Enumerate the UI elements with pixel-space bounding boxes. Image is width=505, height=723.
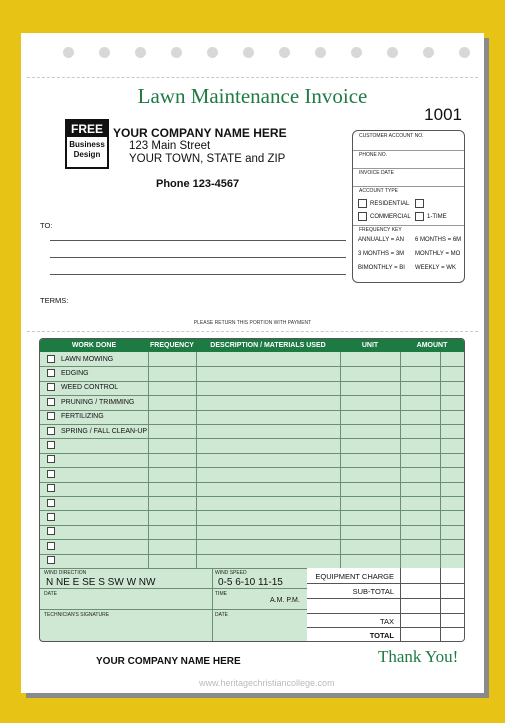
logo-bottom-text [67, 137, 107, 160]
column-divider [148, 352, 149, 568]
table-row[interactable] [47, 355, 113, 363]
punch-hole [99, 47, 110, 58]
company-city: YOUR TOWN, STATE and ZIP [129, 153, 286, 165]
customer-account-label: CUSTOMER ACCOUNT NO. [359, 133, 424, 139]
header-frequency: FREQUENCY [150, 342, 194, 349]
table-row[interactable] [47, 441, 61, 449]
thank-you-text: Thank You! [378, 647, 459, 666]
am-pm-options[interactable]: A.M. P.M. [270, 597, 300, 604]
date2-label: DATE [215, 612, 228, 618]
equipment-charge-label: EQUIPMENT CHARGE [315, 572, 394, 581]
residential-label: RESIDENTIAL [370, 201, 410, 208]
return-note: PLEASE RETURN THIS PORTION WITH PAYMENT [193, 320, 312, 326]
work-item-label: SPRING / FALL CLEAN-UP [61, 427, 148, 435]
punch-holes [21, 43, 484, 63]
work-table [39, 338, 465, 642]
column-divider [196, 352, 197, 568]
perforation-line [27, 77, 478, 78]
checkbox-icon[interactable] [415, 199, 424, 208]
punch-hole [171, 47, 182, 58]
checkbox-icon[interactable] [47, 398, 55, 406]
bottom-hline [40, 588, 307, 589]
work-item-label: FERTILIZING [61, 412, 104, 420]
account-type-section [353, 186, 464, 226]
work-item-label: PRUNING / TRIMMING [61, 398, 135, 406]
column-divider [440, 352, 441, 568]
freq-three-months: 3 MONTHS = 3M [358, 251, 405, 257]
phone-label: PHONE NO. [359, 152, 388, 158]
checkbox-icon[interactable] [47, 441, 55, 449]
sub-total-label: SUB-TOTAL [352, 587, 394, 596]
tear-line [27, 331, 478, 332]
checkbox-icon[interactable] [47, 455, 55, 463]
date-label: DATE [44, 591, 57, 597]
freq-monthly: MONTHLY = MO [415, 251, 461, 257]
table-row[interactable] [47, 542, 61, 550]
punch-hole [279, 47, 290, 58]
header-description: DESCRIPTION / MATERIALS USED [210, 342, 326, 349]
work-item-label: WEED CONTROL [61, 384, 119, 392]
header-unit: UNIT [361, 342, 379, 349]
commercial-label: COMMERCIAL [370, 214, 411, 221]
freq-six-months: 6 MONTHS = 6M [415, 237, 462, 243]
punch-hole [243, 47, 254, 58]
invoice-number: 1001 [424, 105, 462, 124]
checkbox-icon[interactable] [47, 556, 55, 564]
wind-direction-label: WIND DIRECTION [44, 570, 87, 576]
address-line[interactable] [50, 274, 346, 275]
table-row[interactable] [47, 369, 89, 377]
company-street: 123 Main Street [129, 140, 211, 152]
logo-top-text: FREE [67, 121, 107, 137]
residential-option[interactable] [358, 199, 409, 208]
summary-vline [400, 568, 401, 641]
checkbox-icon[interactable] [415, 212, 424, 221]
wind-direction-options[interactable]: N NE E SE S SW W NW [46, 577, 156, 588]
punch-hole [207, 47, 218, 58]
frequency-key-section [353, 225, 464, 282]
checkbox-icon[interactable] [47, 427, 55, 435]
header-work-done: WORK DONE [71, 342, 117, 349]
technician-signature-label: TECHNICIAN'S SIGNATURE [44, 612, 110, 618]
to-label: TO: [40, 221, 53, 230]
wind-speed-options[interactable]: 0-5 6-10 11-15 [218, 577, 283, 588]
company-name: YOUR COMPANY NAME HERE [113, 126, 287, 140]
phone-field[interactable] [353, 150, 464, 169]
punch-hole [63, 47, 74, 58]
account-type-label: ACCOUNT TYPE [359, 188, 398, 194]
freq-weekly: WEEKLY = WK [415, 265, 456, 271]
checkbox-icon[interactable] [47, 527, 55, 535]
terms-label: TERMS: [40, 296, 69, 305]
bottom-vline [212, 568, 213, 641]
tax-label: TAX [379, 617, 394, 626]
logo [65, 119, 109, 169]
checkbox-icon[interactable] [47, 542, 55, 550]
table-row[interactable] [47, 383, 118, 391]
frequency-key-label: FREQUENCY KEY [359, 227, 402, 233]
watermark: www.heritagechristiancollege.com [199, 678, 335, 688]
header-amount: AMOUNT [416, 342, 448, 349]
total-label: TOTAL [369, 631, 394, 640]
company-phone: Phone 123-4567 [156, 178, 240, 190]
customer-account-field[interactable] [353, 131, 464, 151]
punch-hole [135, 47, 146, 58]
one-time-label: 1-TIME [427, 214, 447, 221]
table-row[interactable] [47, 484, 61, 492]
invoice-date-label: INVOICE DATE [359, 170, 394, 176]
table-row[interactable] [47, 499, 61, 507]
table-header [40, 339, 464, 352]
invoice-title: Lawn Maintenance Invoice [137, 84, 368, 108]
checkbox-icon[interactable] [358, 212, 367, 221]
freq-bimonthly: BIMONTHLY = BI [358, 265, 405, 271]
extra-option[interactable] [415, 199, 427, 208]
freq-annually: ANNUALLY = AN [358, 237, 404, 243]
checkbox-icon[interactable] [47, 369, 55, 377]
checkbox-icon[interactable] [47, 412, 55, 420]
time-label: TIME [215, 591, 227, 597]
punch-hole [315, 47, 326, 58]
logo-line-1: Business [69, 140, 105, 149]
table-row[interactable] [47, 470, 61, 478]
table-row[interactable] [47, 398, 134, 406]
company-address [113, 127, 287, 166]
footer-company-name: YOUR COMPANY NAME HERE [96, 656, 241, 667]
work-item-label: LAWN MOWING [61, 355, 114, 363]
checkbox-icon[interactable] [47, 470, 55, 478]
wind-speed-label: WIND SPEED [215, 570, 247, 576]
punch-hole [351, 47, 362, 58]
address-line[interactable] [50, 240, 346, 241]
column-divider [400, 352, 401, 568]
invoice-sheet [21, 33, 484, 693]
table-row[interactable] [47, 412, 104, 420]
work-item-label: EDGING [61, 369, 89, 377]
checkbox-icon[interactable] [47, 499, 55, 507]
punch-hole [387, 47, 398, 58]
column-divider [340, 352, 341, 568]
checkbox-icon[interactable] [358, 199, 367, 208]
one-time-option[interactable] [415, 212, 447, 221]
table-row[interactable] [47, 427, 147, 435]
table-row[interactable] [47, 527, 61, 535]
checkbox-icon[interactable] [47, 383, 55, 391]
bottom-hline [40, 609, 307, 610]
table-row[interactable] [47, 455, 61, 463]
table-row[interactable] [47, 556, 61, 564]
account-info-box [352, 130, 465, 283]
logo-line-2: Design [73, 150, 101, 159]
commercial-option[interactable] [358, 212, 411, 221]
address-line[interactable] [50, 257, 346, 258]
table-row[interactable] [47, 513, 61, 521]
summary-vline [440, 568, 441, 641]
checkbox-icon[interactable] [47, 484, 55, 492]
checkbox-icon[interactable] [47, 513, 55, 521]
punch-hole [423, 47, 434, 58]
invoice-date-field[interactable] [353, 168, 464, 187]
punch-hole [459, 47, 470, 58]
checkbox-icon[interactable] [47, 355, 55, 363]
